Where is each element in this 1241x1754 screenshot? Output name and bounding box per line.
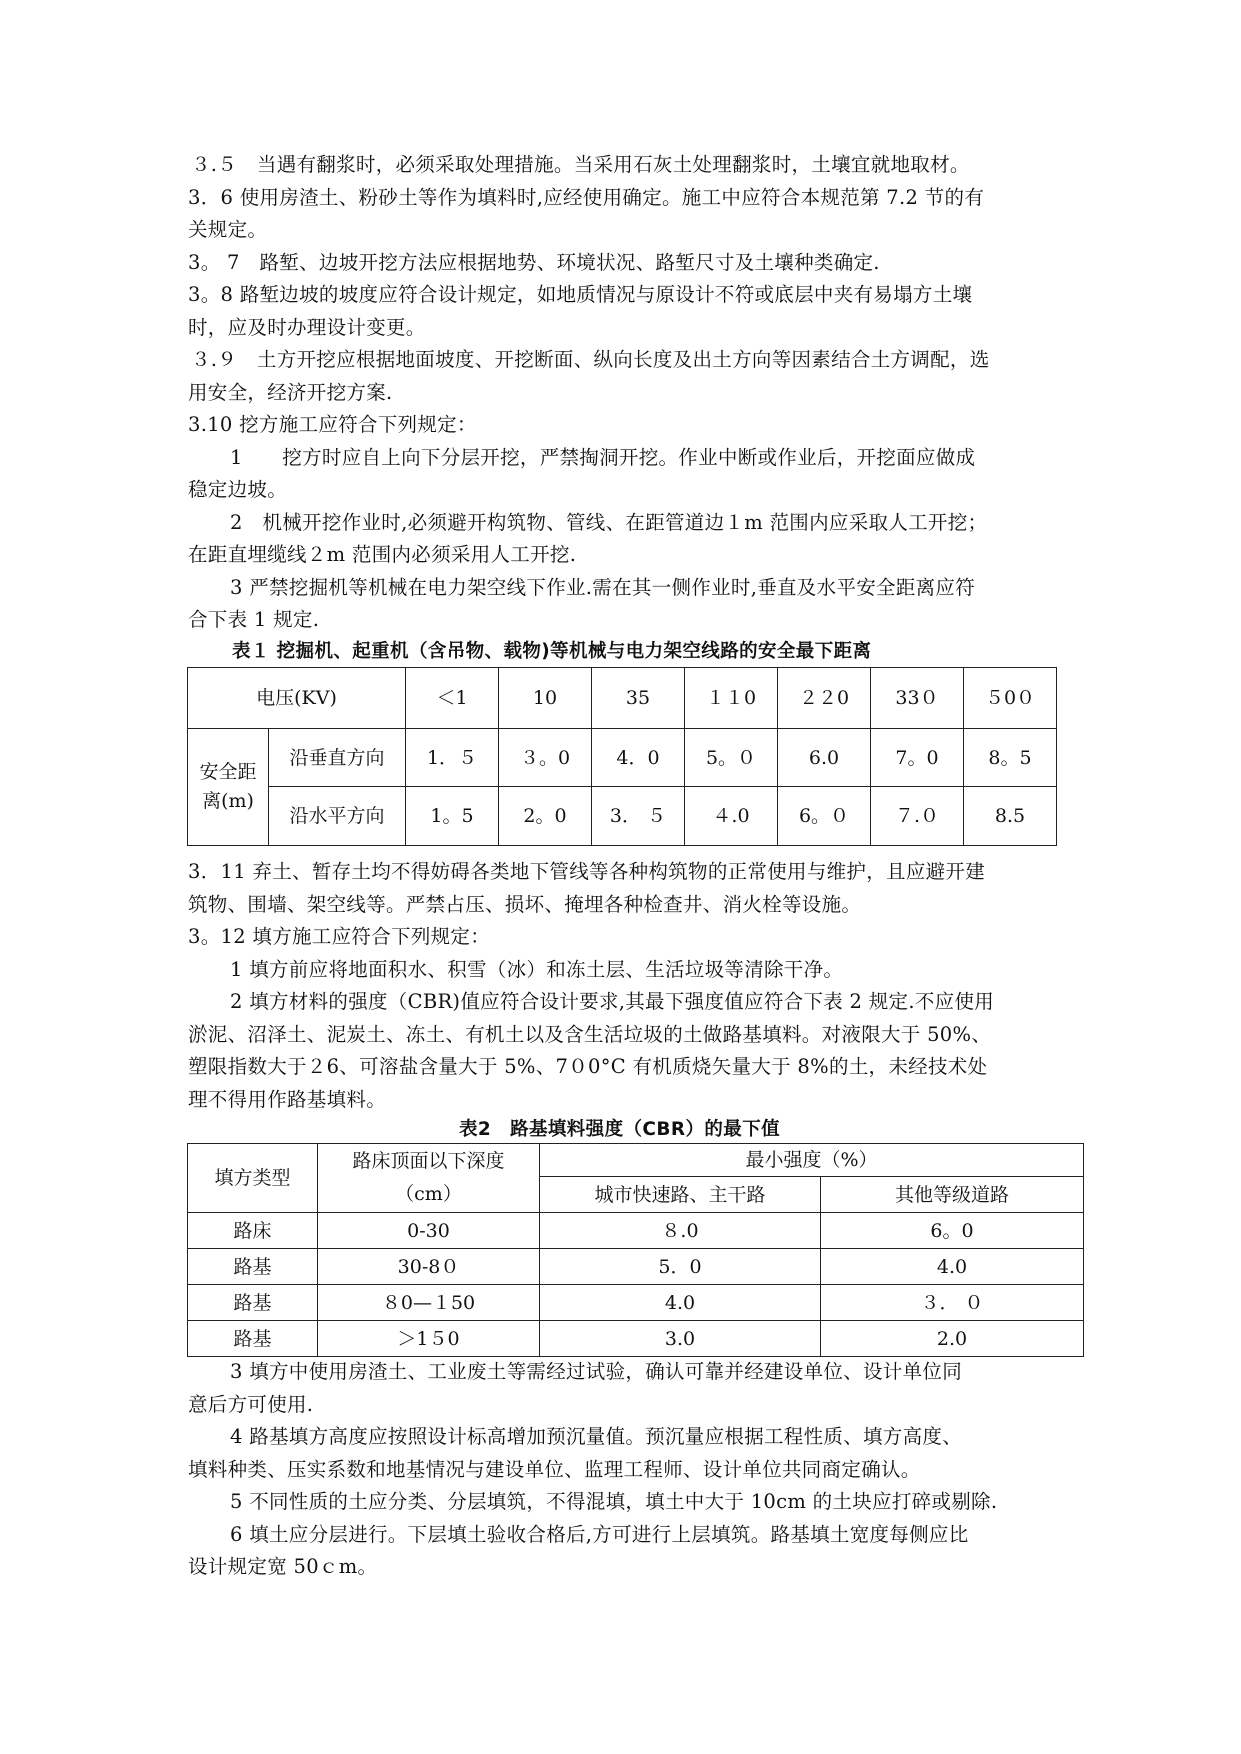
table-cell: 路基 — [188, 1285, 318, 1321]
table-cell: 4.0 — [821, 1249, 1084, 1285]
table-2-header-row — [188, 1144, 1084, 1177]
text-line: 3。8 路堑边坡的坡度应符合设计规定，如地质情况与原设计不符或底层中夹有易塌方土壤 — [188, 283, 973, 306]
text-line: 关规定。 — [188, 218, 268, 241]
text-line: 填料种类、压实系数和地基情况与建设单位、监理工程师、设计单位共同商定确认。 — [188, 1458, 921, 1481]
voltage-cell: ＜1 — [406, 668, 499, 729]
table-row — [188, 787, 1057, 846]
table-row — [188, 1213, 1084, 1249]
voltage-cell: 10 — [499, 668, 592, 729]
text-line: 时，应及时办理设计变更。 — [188, 316, 426, 339]
table-cell: 3． ５ — [592, 787, 685, 846]
table-2 — [187, 1143, 1084, 1357]
table-cell: ３． ０ — [821, 1285, 1084, 1321]
other-road-header: 其他等级道路 — [821, 1177, 1084, 1213]
direction-label: 沿垂直方向 — [269, 729, 406, 787]
text-line: 理不得用作路基填料。 — [188, 1088, 387, 1111]
table-cell: 0-30 — [318, 1213, 540, 1249]
text-line: 3.10 挖方施工应符合下列规定： — [188, 413, 477, 436]
table-cell: 7。0 — [871, 729, 964, 787]
text-line: ３.９ 土方开挖应根据地面坡度、开挖断面、纵向长度及出土方向等因素结合土方调配，选 — [191, 348, 990, 371]
text-line: 3。 7 路堑、边坡开挖方法应根据地势、环境状况、路堑尺寸及土壤种类确定. — [188, 251, 880, 274]
table-cell: ３。0 — [499, 729, 592, 787]
table-cell: 3.0 — [540, 1321, 821, 1357]
text-line: 意后方可使用. — [188, 1393, 314, 1416]
table-cell: 4．0 — [592, 729, 685, 787]
table-cell: 4.0 — [540, 1285, 821, 1321]
table-cell: 6。0 — [821, 1213, 1084, 1249]
voltage-cell: 35 — [592, 668, 685, 729]
table-row — [188, 729, 1057, 787]
text-line: 2 机械开挖作业时,必须避开构筑物、管线、在距管道边１m 范围内应采取人工开挖； — [230, 511, 988, 534]
text-line: 塑限指数大于２6、可溶盐含量大于 5%、7０0°C 有机质烧矢量大于 8%的土，未经技术处 — [188, 1055, 988, 1078]
table-1-header-row — [188, 668, 1057, 729]
text-line: 6 填土应分层进行。下层填土验收合格后,方可进行上层填筑。路基填土宽度每侧应比 — [230, 1523, 969, 1546]
voltage-cell: 33０ — [871, 668, 964, 729]
text-line: 设计规定宽 50ｃm。 — [188, 1555, 378, 1578]
safety-distance-label: 安全距离(m) — [188, 729, 269, 846]
depth-header: 路床顶面以下深度（cm） — [318, 1144, 540, 1213]
table-cell: 8。5 — [964, 729, 1057, 787]
table-row — [188, 1285, 1084, 1321]
table-cell: 2.0 — [821, 1321, 1084, 1357]
table-1 — [187, 667, 1057, 846]
text-line: 淤泥、沼泽土、泥炭土、冻土、有机土以及含生活垃圾的土做路基填料。对液限大于 50%、 — [188, 1023, 992, 1046]
text-line: 4 路基填方高度应按照设计标高增加预沉量值。预沉量应根据工程性质、填方高度、 — [230, 1425, 963, 1448]
table-cell: ＞1５0 — [318, 1321, 540, 1357]
text-line: 筑物、围墙、架空线等。严禁占压、损坏、掩埋各种检查井、消火栓等设施。 — [188, 893, 862, 916]
table-cell: 5．0 — [540, 1249, 821, 1285]
direction-label: 沿水平方向 — [269, 787, 406, 846]
table-cell: 1。5 — [406, 787, 499, 846]
table-cell: ８0—１50 — [318, 1285, 540, 1321]
table-cell: 路基 — [188, 1249, 318, 1285]
text-line: 3。12 填方施工应符合下列规定： — [188, 925, 491, 948]
text-line: 2 填方材料的强度（CBR)值应符合设计要求,其最下强度值应符合下表 2 规定.不应使用 — [230, 990, 995, 1013]
text-line: 3．6 使用房渣土、粉砂土等作为填料时,应经使用确定。施工中应符合本规范第 7.2 节的有 — [188, 186, 985, 209]
voltage-cell: ２２0 — [778, 668, 871, 729]
voltage-header: 电压(KV) — [188, 668, 406, 729]
voltage-cell: １１0 — [685, 668, 778, 729]
text-line: 1 挖方时应自上向下分层开挖，严禁掏洞开挖。作业中断或作业后，开挖面应做成 — [230, 446, 976, 469]
text-line: 5 不同性质的土应分类、分层填筑，不得混填，填土中大于 10cm 的土块应打碎或剔除. — [230, 1490, 998, 1513]
table-1-caption: 表１ 挖掘机、起重机（含吊物、载物)等机械与电力架空线路的安全最下距离 — [232, 641, 872, 662]
fill-type-header: 填方类型 — [188, 1144, 318, 1213]
text-line: 稳定边坡。 — [188, 478, 288, 501]
table-cell: 30-8０ — [318, 1249, 540, 1285]
table-cell: ８.0 — [540, 1213, 821, 1249]
text-line: 合下表 1 规定. — [188, 608, 320, 631]
table-cell: 2。0 — [499, 787, 592, 846]
expressway-header: 城市快速路、主干路 — [540, 1177, 821, 1213]
table-2-caption: 表2 路基填料强度（CBR）的最下值 — [459, 1119, 780, 1140]
table-row — [188, 1249, 1084, 1285]
text-line: 1 填方前应将地面积水、积雪（冰）和冻土层、生活垃圾等清除干净。 — [230, 958, 844, 981]
table-cell: 1．５ — [406, 729, 499, 787]
text-line: 3．11 弃土、暂存土均不得妨碍各类地下管线等各种构筑物的正常使用与维护，且应避开建 — [188, 860, 986, 883]
table-cell: 5。０ — [685, 729, 778, 787]
voltage-cell: ５0０ — [964, 668, 1057, 729]
text-line: 用安全，经济开挖方案. — [188, 381, 393, 404]
text-line: ３.５ 当遇有翻浆时，必须采取处理措施。当采用石灰土处理翻浆时，土壤宜就地取材。 — [191, 153, 970, 176]
table-cell: ４.0 — [685, 787, 778, 846]
text-line: 3 填方中使用房渣土、工业废土等需经过试验，确认可靠并经建设单位、设计单位同 — [230, 1360, 963, 1383]
text-line: 在距直埋缆线２m 范围内必须采用人工开挖. — [188, 543, 577, 566]
table-cell: 路床 — [188, 1213, 318, 1249]
table-cell: 6.0 — [778, 729, 871, 787]
text-line: 3 严禁挖掘机等机械在电力架空线下作业.需在其一侧作业时,垂直及水平安全距离应符 — [230, 576, 976, 599]
table-row — [188, 1321, 1084, 1357]
table-cell: 6。０ — [778, 787, 871, 846]
table-cell: 路基 — [188, 1321, 318, 1357]
table-cell: 8.5 — [964, 787, 1057, 846]
min-strength-header: 最小强度（%） — [540, 1144, 1084, 1177]
table-cell: ７.０ — [871, 787, 964, 846]
